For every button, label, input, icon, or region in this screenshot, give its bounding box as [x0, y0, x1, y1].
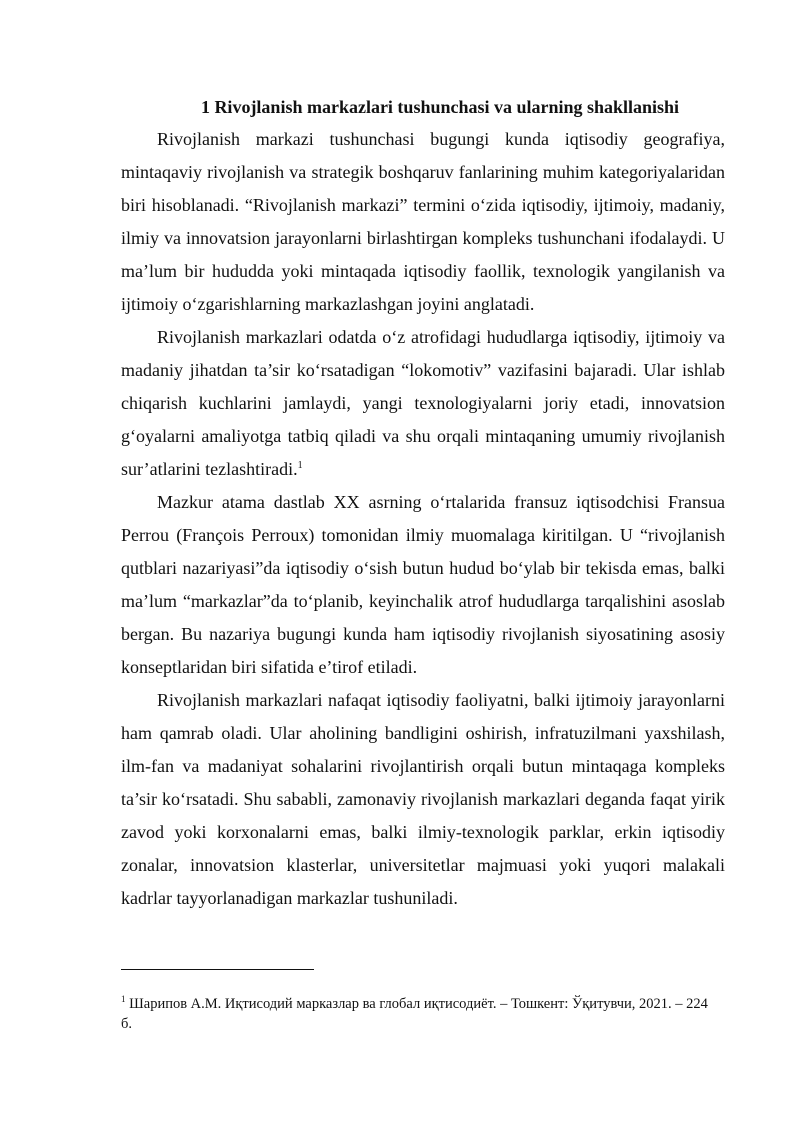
- body-text: [121, 123, 725, 915]
- footnote: [121, 994, 721, 1034]
- footnote-text: Шарипов А.М. Иқтисодий марказлар ва глобал иқтисодиёт. – Тошкент: Ўқитувчи, 2021. – 224 б.: [121, 996, 708, 1032]
- paragraph-2: [121, 321, 725, 486]
- footnote-separator: [121, 969, 314, 970]
- footnote-reference: 1: [297, 460, 303, 471]
- paragraph-4: Rivojlanish markazlari nafaqat iqtisodiy faoliyatni, balki ijtimoiy jarayonlarni ham qamrab oladi. Ular aholining bandligini oshirish, infratuzilmani yaxshilash, ilm-fan va madaniyat sohalarini rivojlantirish orqali butun mintaqaga kompleks ta’sir ko‘rsatadi. Shu sababli, zamonaviy rivojlanish markazlari deganda faqat yirik zavod yoki korxonalarni emas, balki ilmiy-texnologik parklar, erkin iqtisodiy zonalar, innovatsion klasterlar, universitetlar majmuasi yoki yuqori malakali kadrlar tayyorlanadigan markazlar tushuniladi.: [121, 690, 725, 908]
- paragraph-1: Rivojlanish markazi tushunchasi bugungi kunda iqtisodiy geografiya, mintaqaviy rivojlanish va strategik boshqaruv fanlarining muhim kategoriyalaridan biri hisoblanadi. “Rivojlanish markazi” termini o‘zida iqtisodiy, ijtimoiy, madaniy, ilmiy va innovatsion jarayonlarni birlashtirgan kompleks tushunchani ifodalaydi. U ma’lum bir hududda yoki mintaqada iqtisodiy faollik, texnologik yangilanish va ijtimoiy o‘zgarishlarning markazlashgan joyini anglatadi.: [121, 129, 725, 314]
- section-title: 1 Rivojlanish markazlari tushunchasi va ularning shakllanishi: [200, 97, 680, 117]
- paragraph-3: Mazkur atama dastlab XX asrning o‘rtalarida fransuz iqtisodchisi Fransua Perrou (François Perroux) tomonidan ilmiy muomalaga kiritilgan. U “rivojlanish qutblari nazariyasi”da iqtisodiy o‘sish butun hudud bo‘ylab bir tekisda emas, balki ma’lum “markazlar”da to‘planib, keyinchalik atrof hududlarga tarqalishini asoslab bergan. Bu nazariya bugungi kunda ham iqtisodiy rivojlanish siyosatining asosiy konseptlaridan biri sifatida e’tirof etiladi.: [121, 492, 725, 677]
- footnote-number: 1: [121, 994, 126, 1005]
- paragraph-2-text: Rivojlanish markazlari odatda o‘z atrofidagi hududlarga iqtisodiy, ijtimoiy va madaniy jihatdan ta’sir ko‘rsatadigan “lokomotiv” vazifasini bajaradi. Ular ishlab chiqarish kuchlarini jamlaydi, yangi texnologiyalarni joriy etadi, innovatsion g‘oyalarni amaliyotga tatbiq qiladi va shu orqali mintaqaning umumiy rivojlanish sur’atlarini tezlashtiradi.: [121, 327, 725, 479]
